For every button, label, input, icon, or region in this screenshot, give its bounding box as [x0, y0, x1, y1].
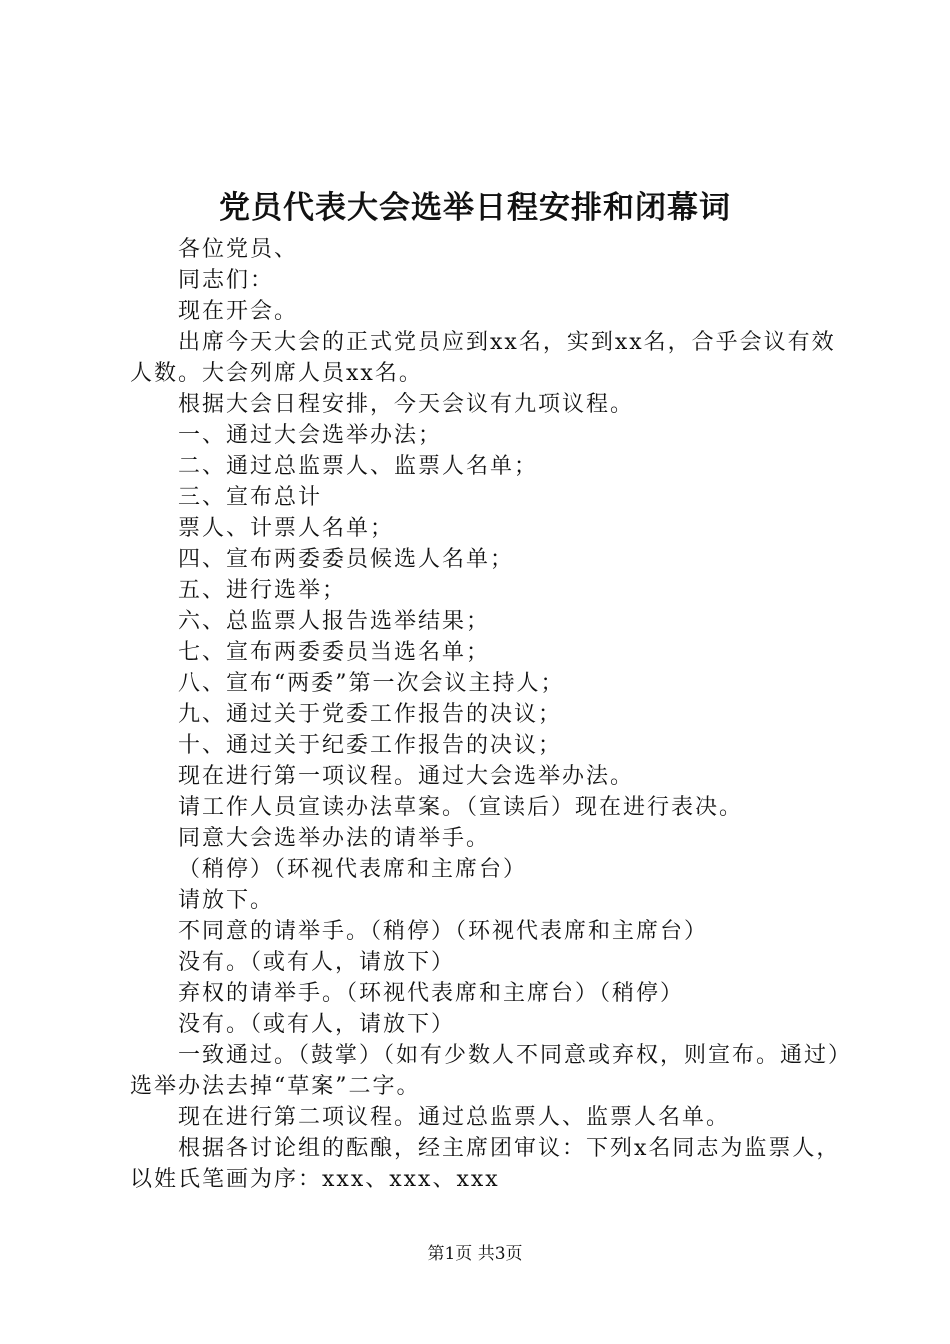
agenda-item: 二、通过总监票人、监票人名单； [178, 454, 539, 479]
agenda-item: 五、进行选举； [178, 578, 347, 603]
paragraph: 出席今天大会的正式党员应到xx名，实到xx名，合乎会议有效人数。大会列席人员xx名。 [130, 330, 836, 386]
agenda-item: 三、宣布总计 [178, 485, 323, 510]
agenda-item: 九、通过关于党委工作报告的决议； [178, 702, 563, 727]
agenda-item: 七、宣布两委委员当选名单； [178, 640, 491, 665]
paragraph: 没有。（或有人，请放下） [178, 950, 456, 975]
paragraph: 同志们： [178, 268, 275, 293]
paragraph: 根据各讨论组的酝酿，经主席团审议：下列x名同志为监票人，以姓氏笔画为序：xxx、xxx、xxx [130, 1136, 841, 1192]
paragraph: 一致通过。（鼓掌）（如有少数人不同意或弃权，则宣布。通过）选举办法去掉“草案”二字。 [130, 1043, 842, 1099]
paragraph: 现在开会。 [178, 299, 299, 324]
agenda-item: 一、通过大会选举办法； [178, 423, 443, 448]
agenda-item: 四、宣布两委委员候选人名单； [178, 547, 515, 572]
agenda-item: 六、总监票人报告选举结果； [178, 609, 491, 634]
paragraph: 根据大会日程安排，今天会议有九项议程。 [178, 392, 635, 417]
paragraph: 弃权的请举手。（环视代表席和主席台）（稍停） [178, 981, 685, 1006]
paragraph: 同意大会选举办法的请举手。 [178, 826, 491, 851]
paragraph: 各位党员、 [178, 237, 299, 262]
agenda-item: 票人、计票人名单； [178, 516, 395, 541]
paragraph: 请放下。 [178, 888, 275, 913]
paragraph: 请工作人员宣读办法草案。（宣读后）现在进行表决。 [178, 795, 744, 820]
agenda-item: 八、宣布“两委”第一次会议主持人； [178, 671, 565, 696]
paragraph: 没有。（或有人，请放下） [178, 1012, 456, 1037]
document-title: 党员代表大会选举日程安排和闭幕词 [219, 190, 731, 226]
paragraph: 现在进行第一项议程。通过大会选举办法。 [178, 764, 635, 789]
page-footer: 第1页 共3页 [427, 1244, 523, 1264]
paragraph: （稍停）（环视代表席和主席台） [178, 857, 528, 882]
document-body [130, 234, 842, 1195]
agenda-item: 十、通过关于纪委工作报告的决议； [178, 733, 563, 758]
paragraph: 现在进行第二项议程。通过总监票人、监票人名单。 [178, 1105, 731, 1130]
paragraph: 不同意的请举手。（稍停）（环视代表席和主席台） [178, 919, 709, 944]
